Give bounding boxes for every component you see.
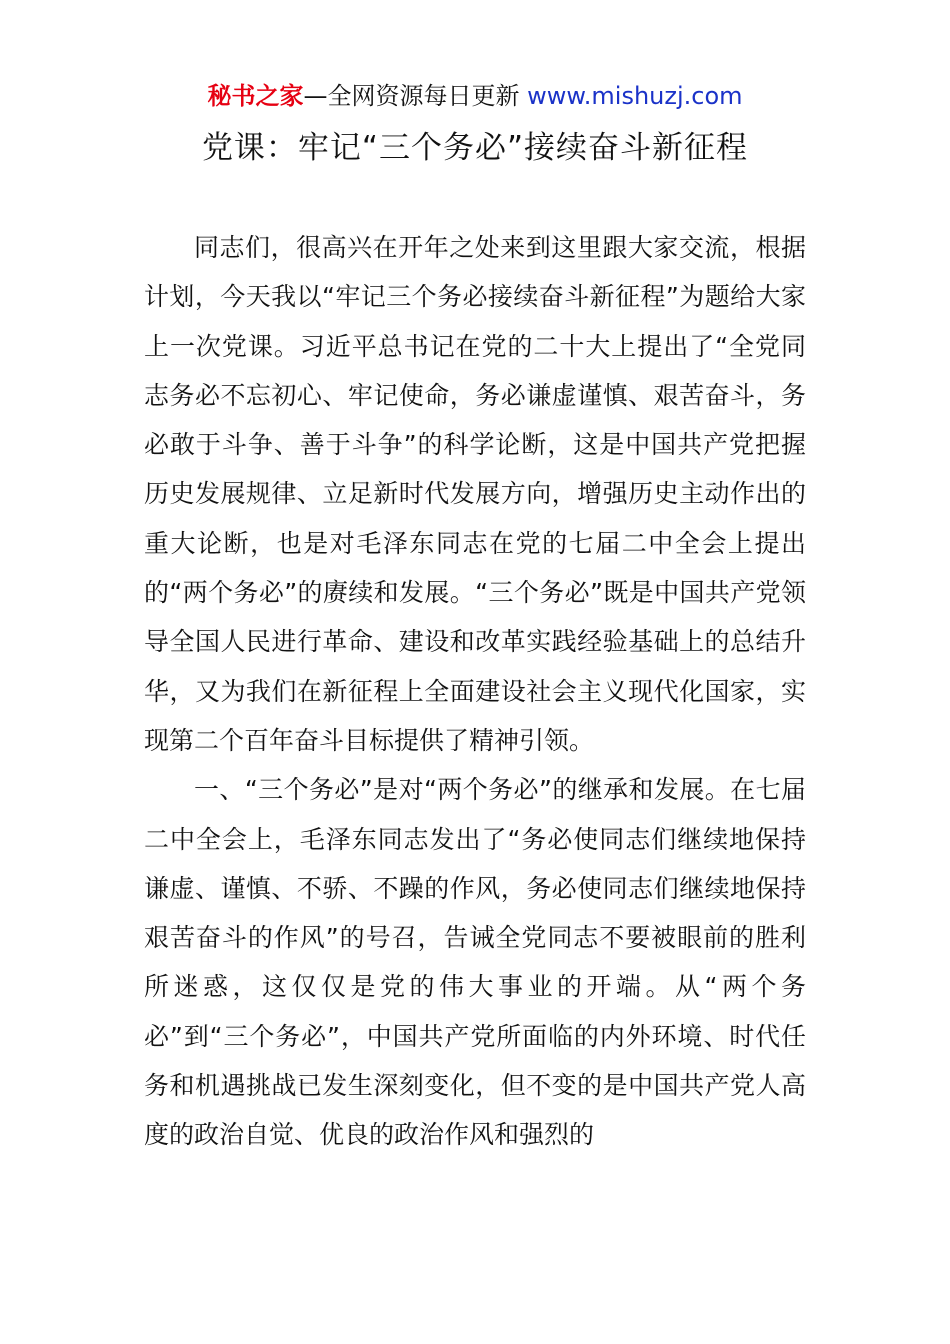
site-header bbox=[0, 80, 950, 112]
paragraph-intro: 同志们，很高兴在开年之处来到这里跟大家交流，根据计划，今天我以“牢记三个务必接续奋斗新征程”为题给大家上一次党课。习近平总书记在党的二十大上提出了“全党同志务必不忘初心、牢记使命，务必谦虚谨慎、艰苦奋斗，务必敢于斗争、善于斗争”的科学论断，这是中国共产党把握历史发展规律、立足新时代发展方向，增强历史主动作出的重大论断，也是对毛泽东同志在党的七届二中全会上提出的“两个务必”的赓续和发展。“三个务必”既是中国共产党领导全国人民进行革命、建设和改革实践经验基础上的总结升华，又为我们在新征程上全面建设社会主义现代化国家，实现第二个百年奋斗目标提供了精神引领。 bbox=[144, 233, 806, 755]
site-tagline: —全网资源每日更新 bbox=[303, 82, 520, 110]
document-title: 党课：牢记“三个务必”接续奋斗新征程 bbox=[201, 130, 749, 166]
site-url-link[interactable]: www.mishuzj.com bbox=[527, 82, 743, 110]
document-body bbox=[144, 223, 806, 1160]
paragraph-section-one: 一、“三个务必”是对“两个务必”的继承和发展。在七届二中全会上，毛泽东同志发出了“务必使同志们继续地保持谦虚、谨慎、不骄、不躁的作风，务必使同志们继续地保持艰苦奋斗的作风”的号召，告诫全党同志不要被眼前的胜利所迷惑，这仅仅是党的伟大事业的开端。从“两个务必”到“三个务必”，中国共产党所面临的内外环境、时代任务和机遇挑战已发生深刻变化，但不变的是中国共产党人高度的政治自觉、优良的政治作风和强烈的 bbox=[144, 775, 806, 1150]
site-brand: 秘书之家 bbox=[207, 82, 304, 110]
